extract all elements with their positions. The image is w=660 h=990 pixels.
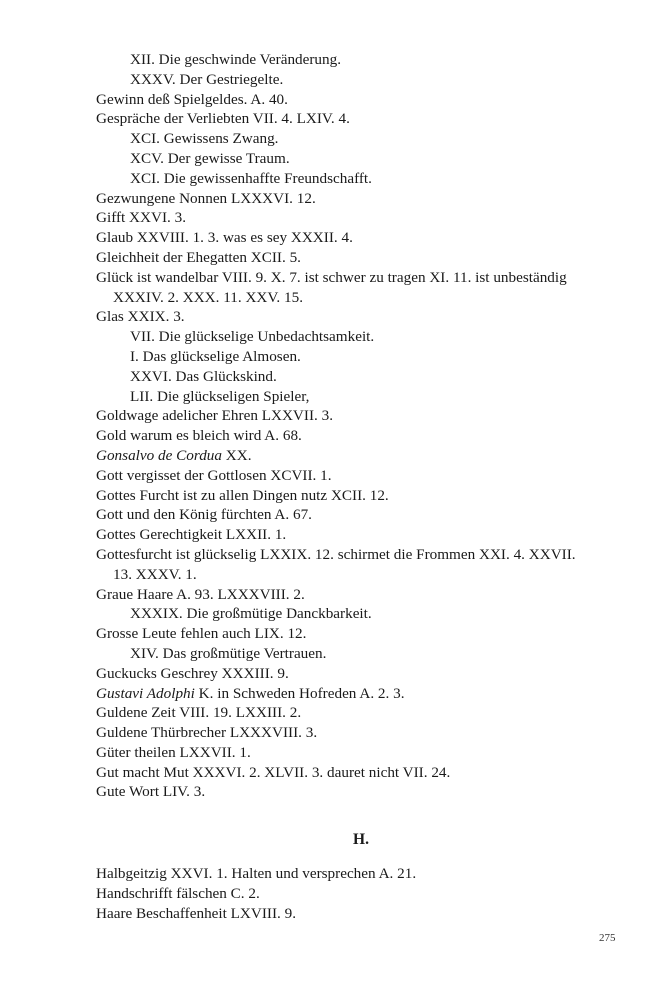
index-entry: Gottesfurcht ist glückselig LXXIX. 12. schirmet die Frommen XXI. 4. XXVII. [96, 545, 576, 563]
index-entry: Halbgeitzig XXVI. 1. Halten und versprechen A. 21. [96, 865, 417, 882]
index-subentry: XCI. Gewissens Zwang. [130, 130, 279, 148]
index-subentry: VII. Die glückselige Unbedachtsamkeit. [130, 328, 375, 346]
index-entry: Guckucks Geschrey XXXIII. 9. [96, 664, 289, 682]
index-entry: Haare Beschaffenheit LXVIII. 9. [96, 904, 297, 922]
index-entry: Guldene Thürbrecher LXXXVIII. 3. [96, 724, 318, 742]
index-entry: Goldwage adelicher Ehren LXXVII. 3. [96, 407, 334, 425]
index-entry-continuation: XXXIV. 2. XXX. 11. XXV. 15. [113, 288, 303, 306]
index-subentry: XCV. Der gewisse Traum. [130, 149, 290, 167]
index-entry: Grosse Leute fehlen auch LIX. 12. [96, 625, 307, 643]
index-entry [96, 446, 626, 466]
entry-text: XX. [222, 446, 252, 464]
index-entry: Gute Wort LIV. 3. [96, 783, 206, 801]
index-entry: Gottes Gerechtigkeit LXXII. 1. [96, 526, 287, 544]
index-subentry: I. Das glückselige Almosen. [130, 347, 301, 365]
index-entry: Glaub XXVIII. 1. 3. was es sey XXXII. 4. [96, 229, 353, 247]
index-subentry: XIV. Das großmütige Vertrauen. [130, 644, 327, 662]
index-section-g [96, 50, 626, 802]
index-section-h [96, 864, 626, 923]
page-number: 275 [599, 932, 616, 944]
index-subentry: XII. Die geschwinde Veränderung. [130, 51, 342, 68]
index-subentry: XXXV. Der Gestriegelte. [130, 70, 284, 88]
index-entry: Glück ist wandelbar VIII. 9. X. 7. ist schwer zu tragen XI. 11. ist unbeständig [96, 268, 567, 286]
italic-name: Gonsalvo de Cordua [96, 446, 222, 464]
index-entry: Gewinn deß Spielgeldes. A. 40. [96, 90, 288, 108]
entry-text: K. in Schweden Hofreden A. 2. 3. [194, 684, 405, 702]
index-entry: Handschrifft fälschen C. 2. [96, 884, 260, 902]
section-heading: H. [353, 831, 369, 848]
index-subentry: XXVI. Das Glückskind. [130, 367, 277, 385]
italic-name: Gustavi Adolphi [96, 684, 195, 702]
index-entry-continuation: 13. XXXV. 1. [113, 565, 197, 583]
index-entry: Graue Haare A. 93. LXXXVIII. 2. [96, 585, 305, 603]
index-entry: Gifft XXVI. 3. [96, 209, 186, 227]
index-entry: Gott vergisset der Gottlosen XCVII. 1. [96, 466, 332, 484]
index-entry: Gut macht Mut XXXVI. 2. XLVII. 3. dauret nicht VII. 24. [96, 763, 451, 781]
index-entry: Gold warum es bleich wird A. 68. [96, 427, 302, 445]
index-entry: Gottes Furcht ist zu allen Dingen nutz XCII. 12. [96, 486, 389, 504]
index-entry: Guldene Zeit VIII. 19. LXXIII. 2. [96, 704, 302, 722]
index-subentry: XXXIX. Die großmütige Danckbarkeit. [130, 605, 372, 623]
index-entry: Gott und den König fürchten A. 67. [96, 506, 312, 524]
index-subentry: XCI. Die gewissenhaffte Freundschafft. [130, 169, 372, 187]
index-entry: Gespräche der Verliebten VII. 4. LXIV. 4. [96, 110, 350, 128]
index-entry: Gezwungene Nonnen LXXXVI. 12. [96, 189, 316, 207]
index-entry: Glas XXIX. 3. [96, 308, 185, 326]
index-entry [96, 684, 626, 704]
index-subentry: LII. Die glückseligen Spieler, [130, 387, 310, 405]
index-entry: Gleichheit der Ehegatten XCII. 5. [96, 248, 301, 266]
index-entry: Güter theilen LXXVII. 1. [96, 743, 251, 761]
